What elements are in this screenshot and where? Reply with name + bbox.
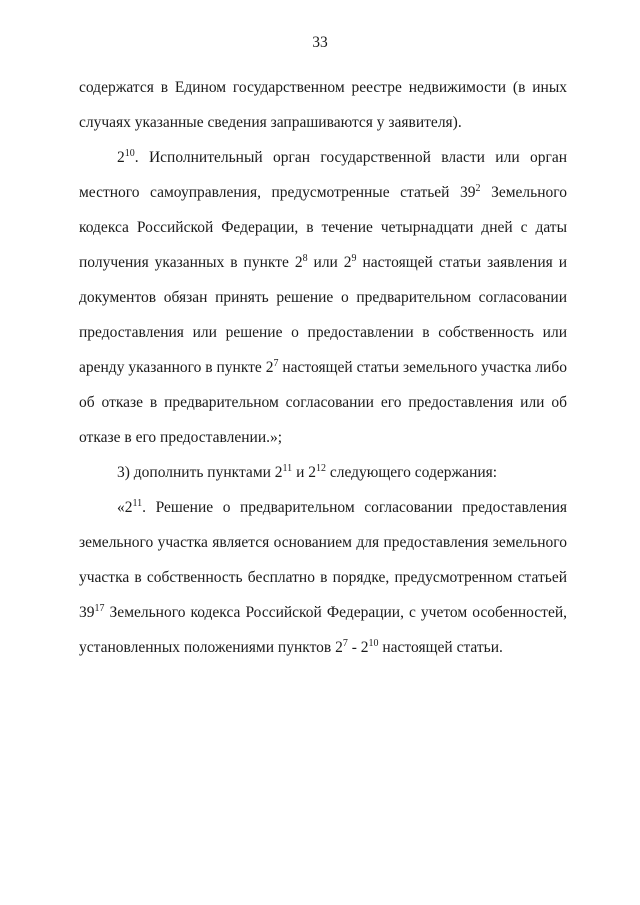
superscript: 12 [315,462,326,474]
body-text [79,70,567,665]
text-line [79,70,567,105]
text-segment: . Решение о предварительном согласовании предоставления [142,499,567,516]
text-segment: Земельного [480,184,567,201]
text-segment: об отказе в предварительном согласовании его предоставления или об [79,394,567,411]
text-segment: аренду указанного в пункте 2 [79,359,274,376]
text-line [79,490,567,525]
superscript: 8 [302,252,308,264]
text-line [79,105,567,140]
text-line [79,280,567,315]
superscript: 10 [124,147,135,159]
text-line [79,210,567,245]
text-line [79,140,567,175]
text-segment: 39 [79,604,95,621]
text-segment: получения указанных в пункте 2 [79,254,303,271]
text-segment: случаях указанные сведения запрашиваются у заявителя). [79,114,462,131]
text-segment: предоставления или решение о предоставлении в собственность или [79,324,567,341]
superscript: 11 [282,462,293,474]
text-segment: установленных положениями пунктов 2 [79,639,343,656]
text-line [79,560,567,595]
text-segment: участка в собственность бесплатно в порядке, предусмотренном статьей [79,569,567,586]
text-line [79,315,567,350]
superscript: 17 [94,602,105,614]
text-line [79,385,567,420]
superscript: 2 [475,182,481,194]
text-segment: настоящей статьи земельного участка либо [278,359,567,376]
text-line [79,175,567,210]
text-segment: 2 [117,149,125,166]
text-line [79,245,567,280]
text-segment: настоящей статьи заявления и [356,254,567,271]
text-segment: . Исполнительный орган государственной власти или орган [134,149,567,166]
text-segment: или 2 [307,254,352,271]
text-line [79,525,567,560]
text-segment: Земельного кодекса Российской Федерации, с учетом особенностей, [104,604,567,621]
text-line [79,350,567,385]
text-segment: отказе в его предоставлении.»; [79,429,283,446]
text-line [79,630,567,665]
text-line [79,595,567,630]
text-line [79,420,567,455]
superscript: 9 [351,252,357,264]
text-segment: документов обязан принять решение о предварительном согласовании [79,289,567,306]
superscript: 7 [273,357,279,369]
text-segment: земельного участка является основанием для предоставления земельного [79,534,567,551]
superscript: 7 [342,637,348,649]
text-segment: и 2 [292,464,316,481]
text-segment: кодекса Российской Федерации, в течение четырнадцати дней с даты [79,219,567,236]
text-segment: 3) дополнить пунктами 2 [117,464,283,481]
text-line [79,455,567,490]
text-segment: настоящей статьи. [378,639,503,656]
text-segment: содержатся в Едином государственном реестре недвижимости (в иных [79,79,567,96]
text-segment: «2 [117,499,133,516]
superscript: 10 [368,637,379,649]
page-number: 33 [312,34,328,51]
text-segment: - 2 [347,639,369,656]
text-segment: следующего содержания: [325,464,498,481]
superscript: 11 [132,497,143,509]
text-segment: местного самоуправления, предусмотренные статьей 39 [79,184,476,201]
